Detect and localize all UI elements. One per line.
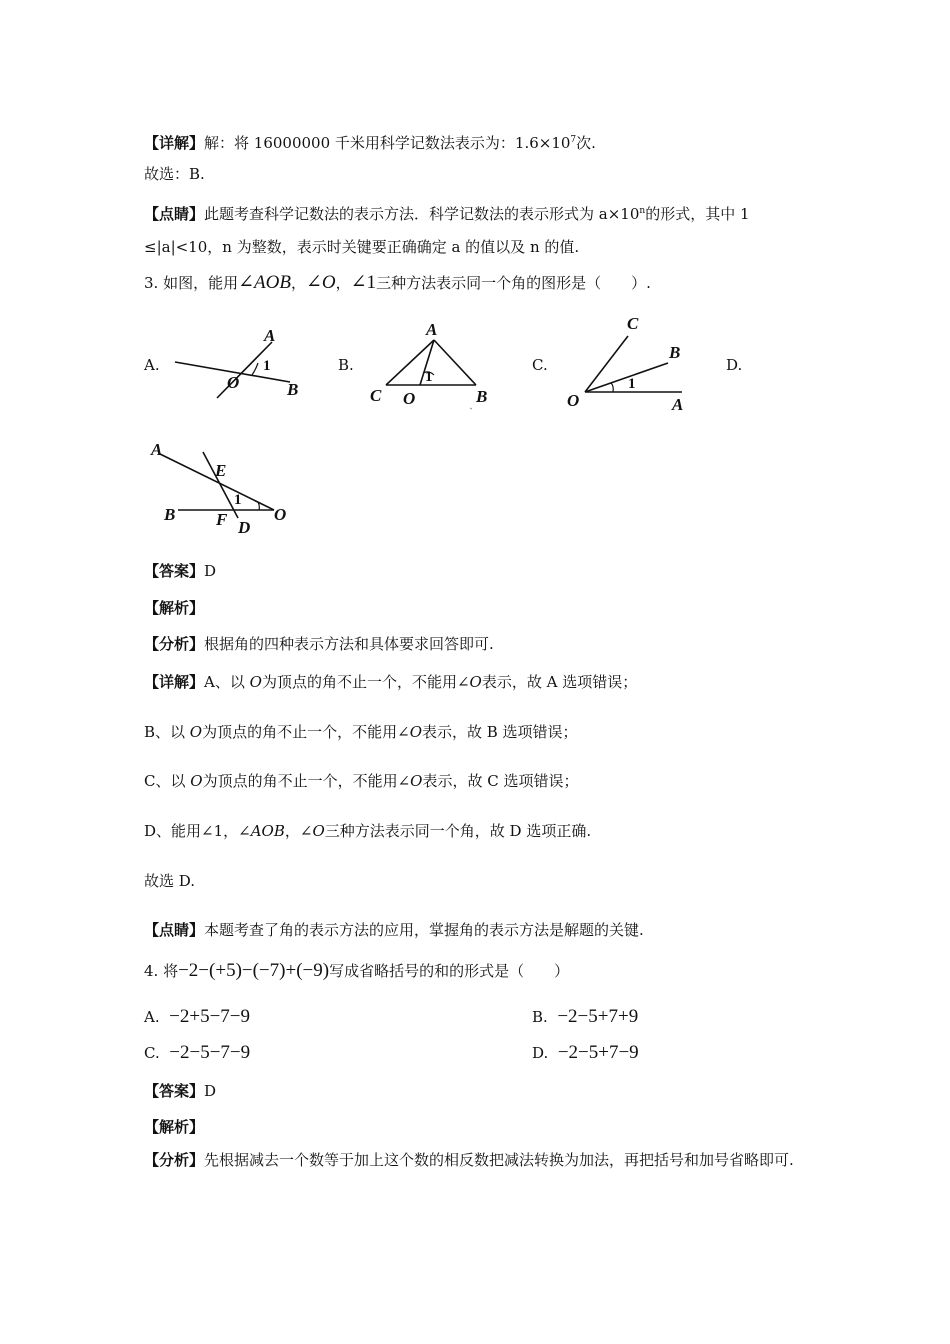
figure-a-angle-1: 1 [263, 358, 271, 374]
figure-c-label-c: C [627, 314, 639, 333]
figure-a [170, 325, 310, 405]
q4-option-c: C. −2−5−7−9 [144, 1042, 251, 1063]
figure-a-label-o: O [227, 373, 240, 392]
q4-stem: 4. 将−2−(+5)−(−7)+(−9)写成省略括号的和的形式是（ ） [144, 960, 570, 981]
q4-analysis-heading: 【解析】 [144, 1118, 205, 1136]
q3-detail-b: B、以 O为顶点的角不止一个，不能用∠O表示，故 B 选项错误； [144, 723, 578, 741]
q3-detail-a: 【详解】A、以 O为顶点的角不止一个，不能用∠O表示，故 A 选项错误； [144, 673, 638, 691]
q4-option-d: D. −2−5+7−9 [532, 1042, 639, 1063]
q3-answer: 【答案】D [144, 562, 217, 580]
q3-choice: 故选 D. [144, 872, 196, 890]
q3-comment: 【点睛】本题考查了角的表示方法的应用，掌握角的表示方法是解题的关键. [144, 921, 644, 939]
figure-b [366, 318, 506, 413]
figure-d-label-o: O [274, 505, 287, 524]
figure-a-label-b: B [287, 380, 299, 399]
figure-d-label-d: D [238, 518, 251, 537]
q2-choice: 故选：B. [144, 165, 205, 183]
figure-c-label-a: A [672, 395, 684, 414]
q4-option-b: B. −2−5+7+9 [532, 1006, 639, 1027]
figure-b-label-c: C [370, 386, 382, 405]
figure-d-label-e: E [215, 461, 227, 480]
q4-option-a: A. −2+5−7−9 [144, 1006, 251, 1027]
figure-d-angle-1: 1 [234, 492, 242, 508]
figure-a-label-a: A [264, 326, 276, 345]
q2-comment-line2: ≤|a|<10，n 为整数，表示时关键要正确确定 a 的值以及 n 的值. [144, 238, 580, 256]
figure-d-label-a: A [151, 440, 163, 459]
q3-fenxi: 【分析】根据角的四种表示方法和具体要求回答即可. [144, 635, 494, 653]
q3-analysis-heading: 【解析】 [144, 599, 205, 617]
figure-d-label-b: B [164, 505, 176, 524]
figure-c-label-b: B [669, 343, 681, 362]
q3-option-b-label: B. [338, 356, 354, 374]
figure-d [148, 438, 298, 538]
q2-detail: 【详解】解：将 16000000 千米用科学记数法表示为：$1.6\times 10^7$次. [144, 134, 596, 152]
figure-c-angle-1: 1 [628, 376, 636, 392]
figure-b-label-b: B [476, 387, 488, 406]
figure-c [565, 312, 700, 412]
figure-b-angle-1: 1 [425, 369, 433, 385]
q3-option-a-label: A. [144, 356, 160, 374]
figure-d-label-f: F [216, 510, 228, 529]
figure-c-label-o: O [567, 391, 580, 410]
q2-comment-line1: 【点睛】此题考查科学记数法的表示方法．科学记数法的表示形式为 $a\times 10^n$的形式，其中 1 [144, 205, 750, 223]
q3-option-d-label: D. [726, 356, 743, 374]
q3-detail-c: C、以 O为顶点的角不止一个，不能用∠O表示，故 C 选项错误； [144, 772, 579, 790]
figure-b-label-o: O [403, 389, 416, 408]
q4-fenxi: 【分析】先根据减去一个数等于加上这个数的相反数把减法转换为加法，再把括号和加号省略即可. [144, 1151, 794, 1169]
q3-option-c-label: C. [532, 356, 548, 374]
figure-b-label-a: A [426, 320, 438, 339]
q3-detail-d: D、能用∠1，∠AOB，∠O三种方法表示同一个角，故 D 选项正确. [144, 822, 592, 840]
q4-answer: 【答案】D [144, 1082, 217, 1100]
q3-stem: 3. 如图，能用∠AOB，∠O，∠1三种方法表示同一个角的图形是（ ）. [144, 272, 651, 293]
